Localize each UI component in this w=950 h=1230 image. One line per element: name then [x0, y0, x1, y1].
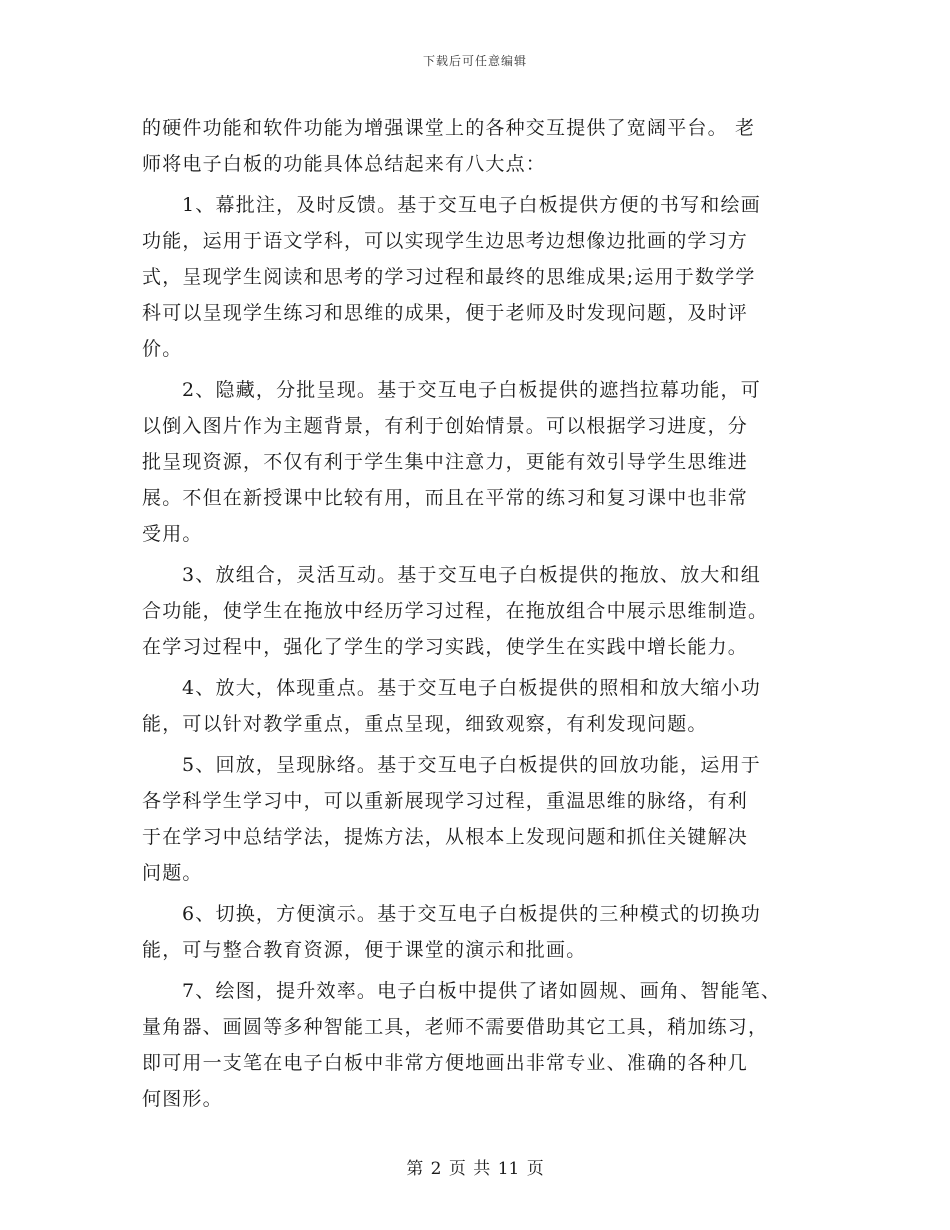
text-line: 3、放组合，灵活互动。基于交互电子白板提供的拖放、放大和组 [182, 564, 761, 586]
text-line: 各学科学生学习中，可以重新展现学习过程，重温思维的脉络，有利 [142, 790, 749, 812]
text-line: 批呈现资源，不仅有利于学生集中注意力，更能有效引导学生思维进 [142, 451, 749, 473]
text-line: 4、放大，体现重点。基于交互电子白板提供的照相和放大缩小功 [182, 677, 761, 699]
page-header: 下载后可任意编辑 [422, 54, 527, 68]
text-line: 在学习过程中，强化了学生的学习实践，使学生在实践中增长能力。 [142, 636, 749, 658]
document-body [142, 110, 828, 1117]
text-line: 功能，运用于语文学科，可以实现学生边思考边想像边批画的学习方 [142, 230, 749, 252]
text-line: 能，可以针对教学重点，重点呈现，细致观察，有利发现问题。 [142, 713, 708, 735]
text-line: 式，呈现学生阅读和思考的学习过程和最终的思维成果;运用于数学学 [142, 266, 756, 288]
paragraph-item-7 [142, 973, 828, 1117]
paragraph-item-3 [142, 557, 828, 665]
text-line: 合功能，使学生在拖放中经历学习过程，在拖放组合中展示思维制造。 [142, 600, 769, 622]
text-line: 能，可与整合教育资源，便于课堂的演示和批画。 [142, 939, 587, 961]
text-line: 2、隐藏，分批呈现。基于交互电子白板提供的遮挡拉幕功能，可 [182, 379, 761, 401]
paragraph-item-2 [142, 372, 828, 552]
text-line: 以倒入图片作为主题背景，有利于创始情景。可以根据学习进度，分 [142, 415, 749, 437]
text-line: 问题。 [142, 862, 203, 884]
text-line: 展。不但在新授课中比较有用，而且在平常的练习和复习课中也非常 [142, 487, 749, 509]
paragraph-item-6 [142, 896, 828, 968]
text-line: 的硬件功能和软件功能为增强课堂上的各种交互提供了宽阔平台。 老 [142, 117, 756, 139]
text-line: 于在学习中总结学法，提炼方法，从根本上发现问题和抓住关键解决 [142, 826, 749, 848]
text-line: 受用。 [142, 523, 203, 545]
text-line: 师将电子白板的功能具体总结起来有八大点： [142, 153, 547, 175]
text-line: 量角器、画圆等多种智能工具，老师不需要借助其它工具，稍加练习， [142, 1016, 769, 1038]
text-line: 即可用一支笔在电子白板中非常方便地画出非常专业、准确的各种几 [142, 1052, 749, 1074]
text-line: 科可以呈现学生练习和思维的成果，便于老师及时发现问题，及时评 [142, 302, 749, 324]
text-line: 1、幕批注，及时反馈。基于交互电子白板提供方便的书写和绘画 [182, 194, 761, 216]
text-line: 价。 [142, 338, 183, 360]
text-line: 5、回放，呈现脉络。基于交互电子白板提供的回放功能，运用于 [182, 754, 761, 776]
paragraph-item-1 [142, 187, 828, 367]
text-line: 7、绘图，提升效率。电子白板中提供了诸如圆规、画角、智能笔、 [182, 980, 782, 1002]
page-number-footer: 第 2 页 共 11 页 [406, 1159, 544, 1179]
text-line: 何图形。 [142, 1088, 223, 1110]
paragraph-intro [142, 110, 828, 182]
paragraph-item-4 [142, 670, 828, 742]
paragraph-item-5 [142, 747, 828, 891]
text-line: 6、切换，方便演示。基于交互电子白板提供的三种模式的切换功 [182, 903, 761, 925]
